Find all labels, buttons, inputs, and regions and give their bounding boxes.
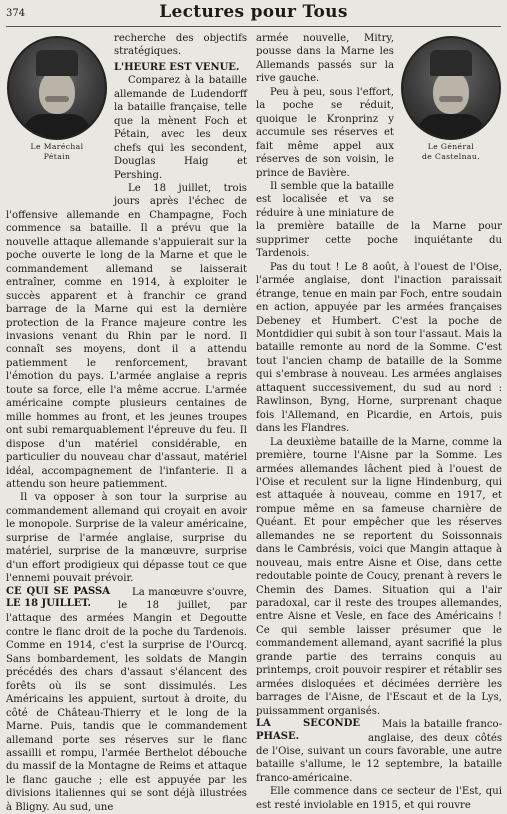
paragraph: La manœuvre s'ouvre, le 18 juillet, par l'attaque des armées Mangin et Degoutte contre le flanc droit de la poche du Tardenois. Comme en 1914, c'est la surprise de l'Ourcq. Sans bombardement, les soldats de Mangin précédés des chars d'assaut s'élancent des forêts où ils se sont dissimulés. Les Américains les appuient, surtout à droite, du côté de Château-Thierry et le long de la Marne. Puis, tandis que le commandement allemand porte ses réserves sur le flanc assailli et rompu, l'armée Berthelot débouche du massif de la Montagne de Reims et attaque le flanc gauche ; elle est appuyée par les divisions italiennes qui se sont déjà illustrées à Bligny. Au sud, une — [6, 586, 247, 813]
portrait-castelnau-image — [401, 36, 501, 140]
running-title: Lectures pour Tous — [159, 2, 348, 22]
paragraph: Pas du tout ! Le 8 août, à l'ouest de l'Oise, l'armée anglaise, dont l'inaction paraissait étrange, tenue en main par Foch, entre soudain en action, appuyée par les armées françaises Debeney et Humbert. C'est la poche de Montdidier qui subit à son tour l'assaut. Mais la bataille remonte au nord de la Somme. C'est tout l'ancien champ de bataille de la Somme qui s'embrase à nouveau. Les armées anglaises attaquent successivement, du sud au nord : Rawlinson, Byng, Horne, surprenant chaque fois l'Allemand, en Picardie, en Artois, puis dans les Flandres. — [256, 261, 502, 435]
portrait-castelnau-caption-2: de Castelnau. — [422, 152, 480, 161]
portrait-petain-caption-1: Le Maréchal — [30, 142, 84, 151]
page-number: 374 — [6, 8, 26, 19]
paragraph: Mais la bataille franco-anglaise, des deux côtés de l'Oise, suivant un cours favorable, une autre bataille s'allume, le 12 septembre, la bataille franco-américaine. — [256, 719, 502, 784]
section-heading: LA SECONDE PHASE. — [256, 718, 360, 742]
paragraph: Comparez à la bataille allemande de Ludendorff la bataille française, telle que la mènent Foch et Pétain, avec les deux chefs qui les secondent, Douglas Haig et Pershing. — [114, 75, 247, 181]
paragraph: Peu à peu, sous l'effort, la poche se réduit, quoique le Kronprinz y accumule ses réserves et fait même appel aux réserves de son voisin, le prince de Bavière. — [256, 86, 394, 179]
portrait-petain — [6, 32, 108, 202]
portrait-petain-image — [7, 36, 107, 140]
portrait-petain-caption-2: Pétain — [43, 152, 71, 161]
portrait-castelnau-caption-1: Le Général — [427, 142, 475, 151]
paragraph: recherche des objectifs stratégiques. — [114, 33, 247, 58]
section-heading: L'HEURE EST VENUE. — [114, 61, 240, 73]
paragraph: Il semble que la bataille est localisée et va se réduire à une miniature de la première bataille de la Marne pour supprimer cette poche inquiétante du Tardenois. — [256, 180, 502, 260]
paragraph: Elle commence dans ce secteur de l'Est, qui est resté inviolable en 1915, et qui rouvre — [256, 786, 502, 811]
paragraph: Il va opposer à son tour la surprise au commandement allemand qui croyait en avoir le monopole. Surprise de la valeur américaine, surprise de l'armée anglaise, surprise du matériel, surprise de la manœuvre, surprise d'un effort prodigieux qui dépasse tout ce que l'ennemi pouvait prévoir. — [6, 492, 247, 585]
page-header — [6, 2, 501, 27]
paragraph: La deuxième bataille de la Marne, comme la première, tourne l'Aisne par la Somme. Les armées allemandes lâchent pied à l'ouest de l'Oise et reculent sur la ligne Hindenburg, qui est attaquée à nouveau, comme en 1917, et rompue même en sa fameuse charnière de Quéant. Et pour empêcher que les réserves allemandes ne se reportent du Soissonnais dans le Cambrésis, voici que Mangin attaque à nouveau, mais entre Aisne et Oise, dans cette redoutable pointe de Coucy, prenant à revers le Chemin des Dames. Situation qui a l'air paradoxal, car il reste des troupes allemandes, entre Aisne et Vesle, en face des Américains ! Ce qui semble laisser présumer que le commandement allemand, ayant sacrifié la plus grande partie des terrains conquis au printemps, croit pouvoir respirer et rétablir ses armées disloquées et décimées derrière les barrages de l'Aisne, de l'Escaut et de la Lys, puissamment organisés. — [256, 436, 502, 717]
section-heading: CE QUI SE PASSA LE 18 JUILLET. — [6, 585, 110, 610]
portrait-castelnau — [400, 32, 502, 208]
left-column — [6, 32, 247, 814]
right-column — [256, 32, 502, 812]
paragraph: armée nouvelle, Mitry, pousse dans la Marne les Allemands passés sur la rive gauche. — [256, 33, 394, 85]
paragraph: Le 18 juillet, trois jours après l'échec de l'offensive allemande en Champagne, Foch commence sa bataille. Il a prévu que la nouvelle attaque allemande s'appuierait sur la poche ouverte le long de la Marne et que le commandement allemand se laisserait entraîner, comme en 1914, à exploiter le succès apparent et à franchir ce grand barrage de la Marne qui est la dernière protection de la France majeure contre les invasions venant du Rhin par le nord. Il connaît ses moyens, dont il a attendu patiemment le renforcement, bravant l'émotion du pays. L'armée anglaise a repris toute sa force, elle l'a même accrue. L'armée américaine compte plusieurs centaines de mille hommes au front, et les jeunes troupes ont subi remarquablement l'épreuve du feu. Il dispose d'un matériel considérable, en particulier du nouveau char d'assaut, matériel idéal, accompagnement de l'infanterie. Il a attendu son heure patiemment. — [6, 182, 247, 490]
